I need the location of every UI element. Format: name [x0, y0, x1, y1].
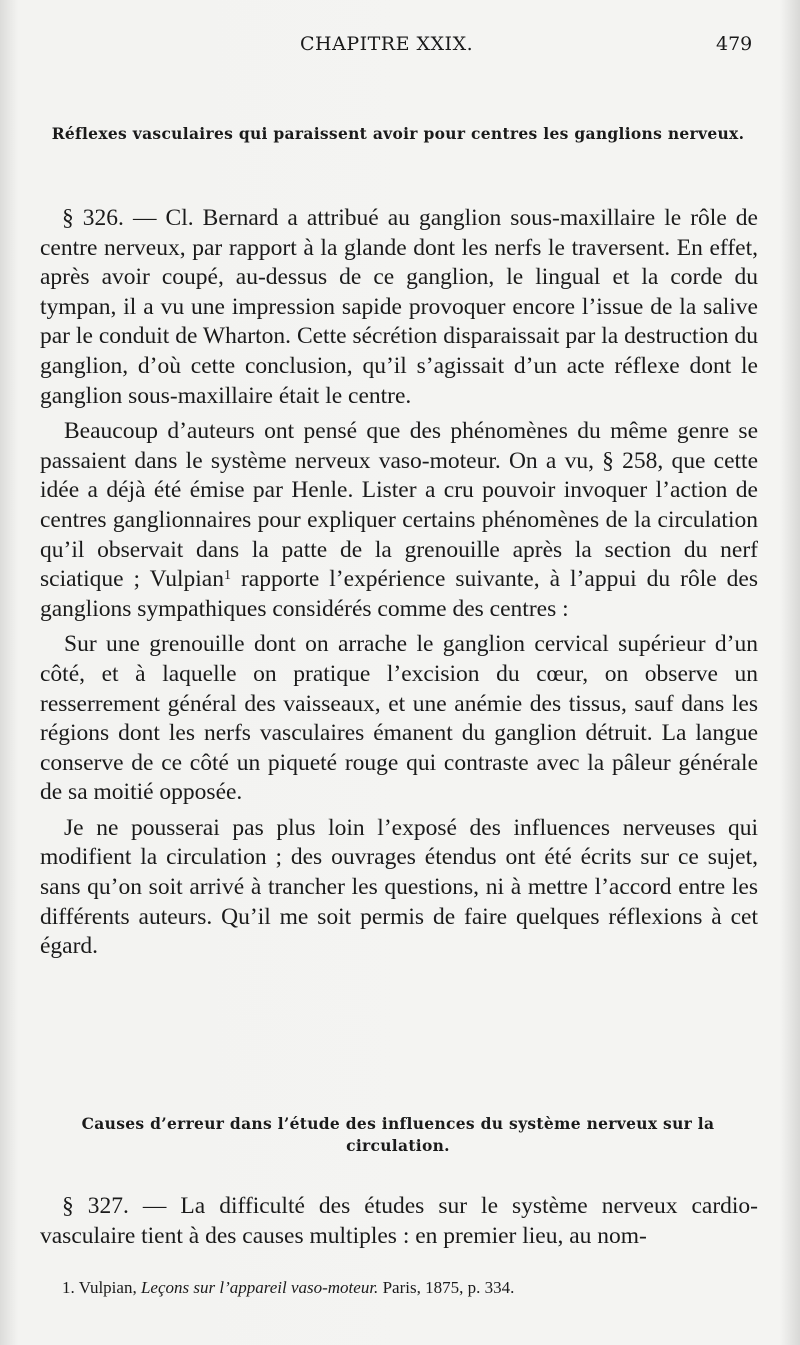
- chapter-heading: CHAPITRE XXIX.: [300, 33, 474, 55]
- footnote: [62, 1278, 762, 1298]
- paragraph-conclusion: Je ne pousserai pas plus loin l’exposé des influences nerveuses qui modifient la circulation ; des ouvrages étendus ont été écrits sur ce sujet, sans qu’on soit arrivé à trancher les questions, ni à mettre l’accord entre les différents auteurs. Qu’il me soit permis de faire quelques réflexions à cet égard.: [40, 814, 758, 960]
- paragraph-authors: [40, 417, 758, 624]
- page-number: 479: [716, 33, 753, 55]
- running-head: [0, 33, 800, 57]
- paragraph-327: § 327. — La difficulté des études sur le système nerveux cardio-vasculaire tient à des causes multiples : en premier lieu, au nom-: [40, 1193, 758, 1249]
- footnote-rest: Paris, 1875, p. 334.: [382, 1278, 515, 1297]
- footnote-author: Vulpian,: [78, 1278, 137, 1297]
- paragraph-326: § 326. — Cl. Bernard a attribué au ganglion sous-maxillaire le rôle de centre nerveux, par rapport à la glande dont les nerfs le traversent. En effet, après avoir coupé, au-dessus de ce ganglion, le lingual et la corde du tympan, il a vu une impression sapide provoquer encore l’issue de la salive par le conduit de Wharton. Cette sécrétion disparaissait par la destruction du ganglion, d’où cette conclusion, qu’il s’agissait d’un acte réflexe dont le ganglion sous-maxillaire était le centre.: [40, 205, 758, 409]
- paragraph-authors-text: Beaucoup d’auteurs ont pensé que des phénomènes du même genre se passaient dans le système nerveux vaso-moteur. On a vu, § 258, que cette idée a déjà été émise par Henle. Lister a cru pouvoir invoquer l’action de centres ganglionnaires pour expliquer certains phénomènes de la circulation qu’il observait dans la patte de la grenouille après la section du nerf sciatique ; Vulpian: [40, 418, 758, 593]
- section-title-causes: Causes d’erreur dans l’étude des influences du système nerveux sur la circulation.: [81, 1114, 715, 1155]
- footnote-marker: 1: [223, 568, 231, 584]
- text-block-327: [40, 1192, 758, 1251]
- footnote-number: 1.: [62, 1278, 75, 1297]
- section-title-reflexes: Réflexes vasculaires qui paraissent avoir pour centres les ganglions nerveux.: [51, 124, 745, 143]
- paragraph-authors-text-end: rapporte l’expérience suivante, à l’appui du rôle des ganglions sympathiques considérés comme des centres :: [40, 566, 758, 622]
- text-block-main: [40, 204, 758, 962]
- footnote-title: Leçons sur l’appareil vaso-moteur.: [140, 1278, 379, 1297]
- paragraph-grenouille: Sur une grenouille dont on arrache le ganglion cervical supérieur d’un côté, et à laquelle on pratique l’excision du cœur, on observe un resserrement général des vaisseaux, et une anémie des tissus, sauf dans les régions dont les nerfs vasculaires émanent du ganglion détruit. La langue conserve de ce côté un piqueté rouge qui contraste avec la pâleur générale de sa moitié opposée.: [40, 631, 758, 806]
